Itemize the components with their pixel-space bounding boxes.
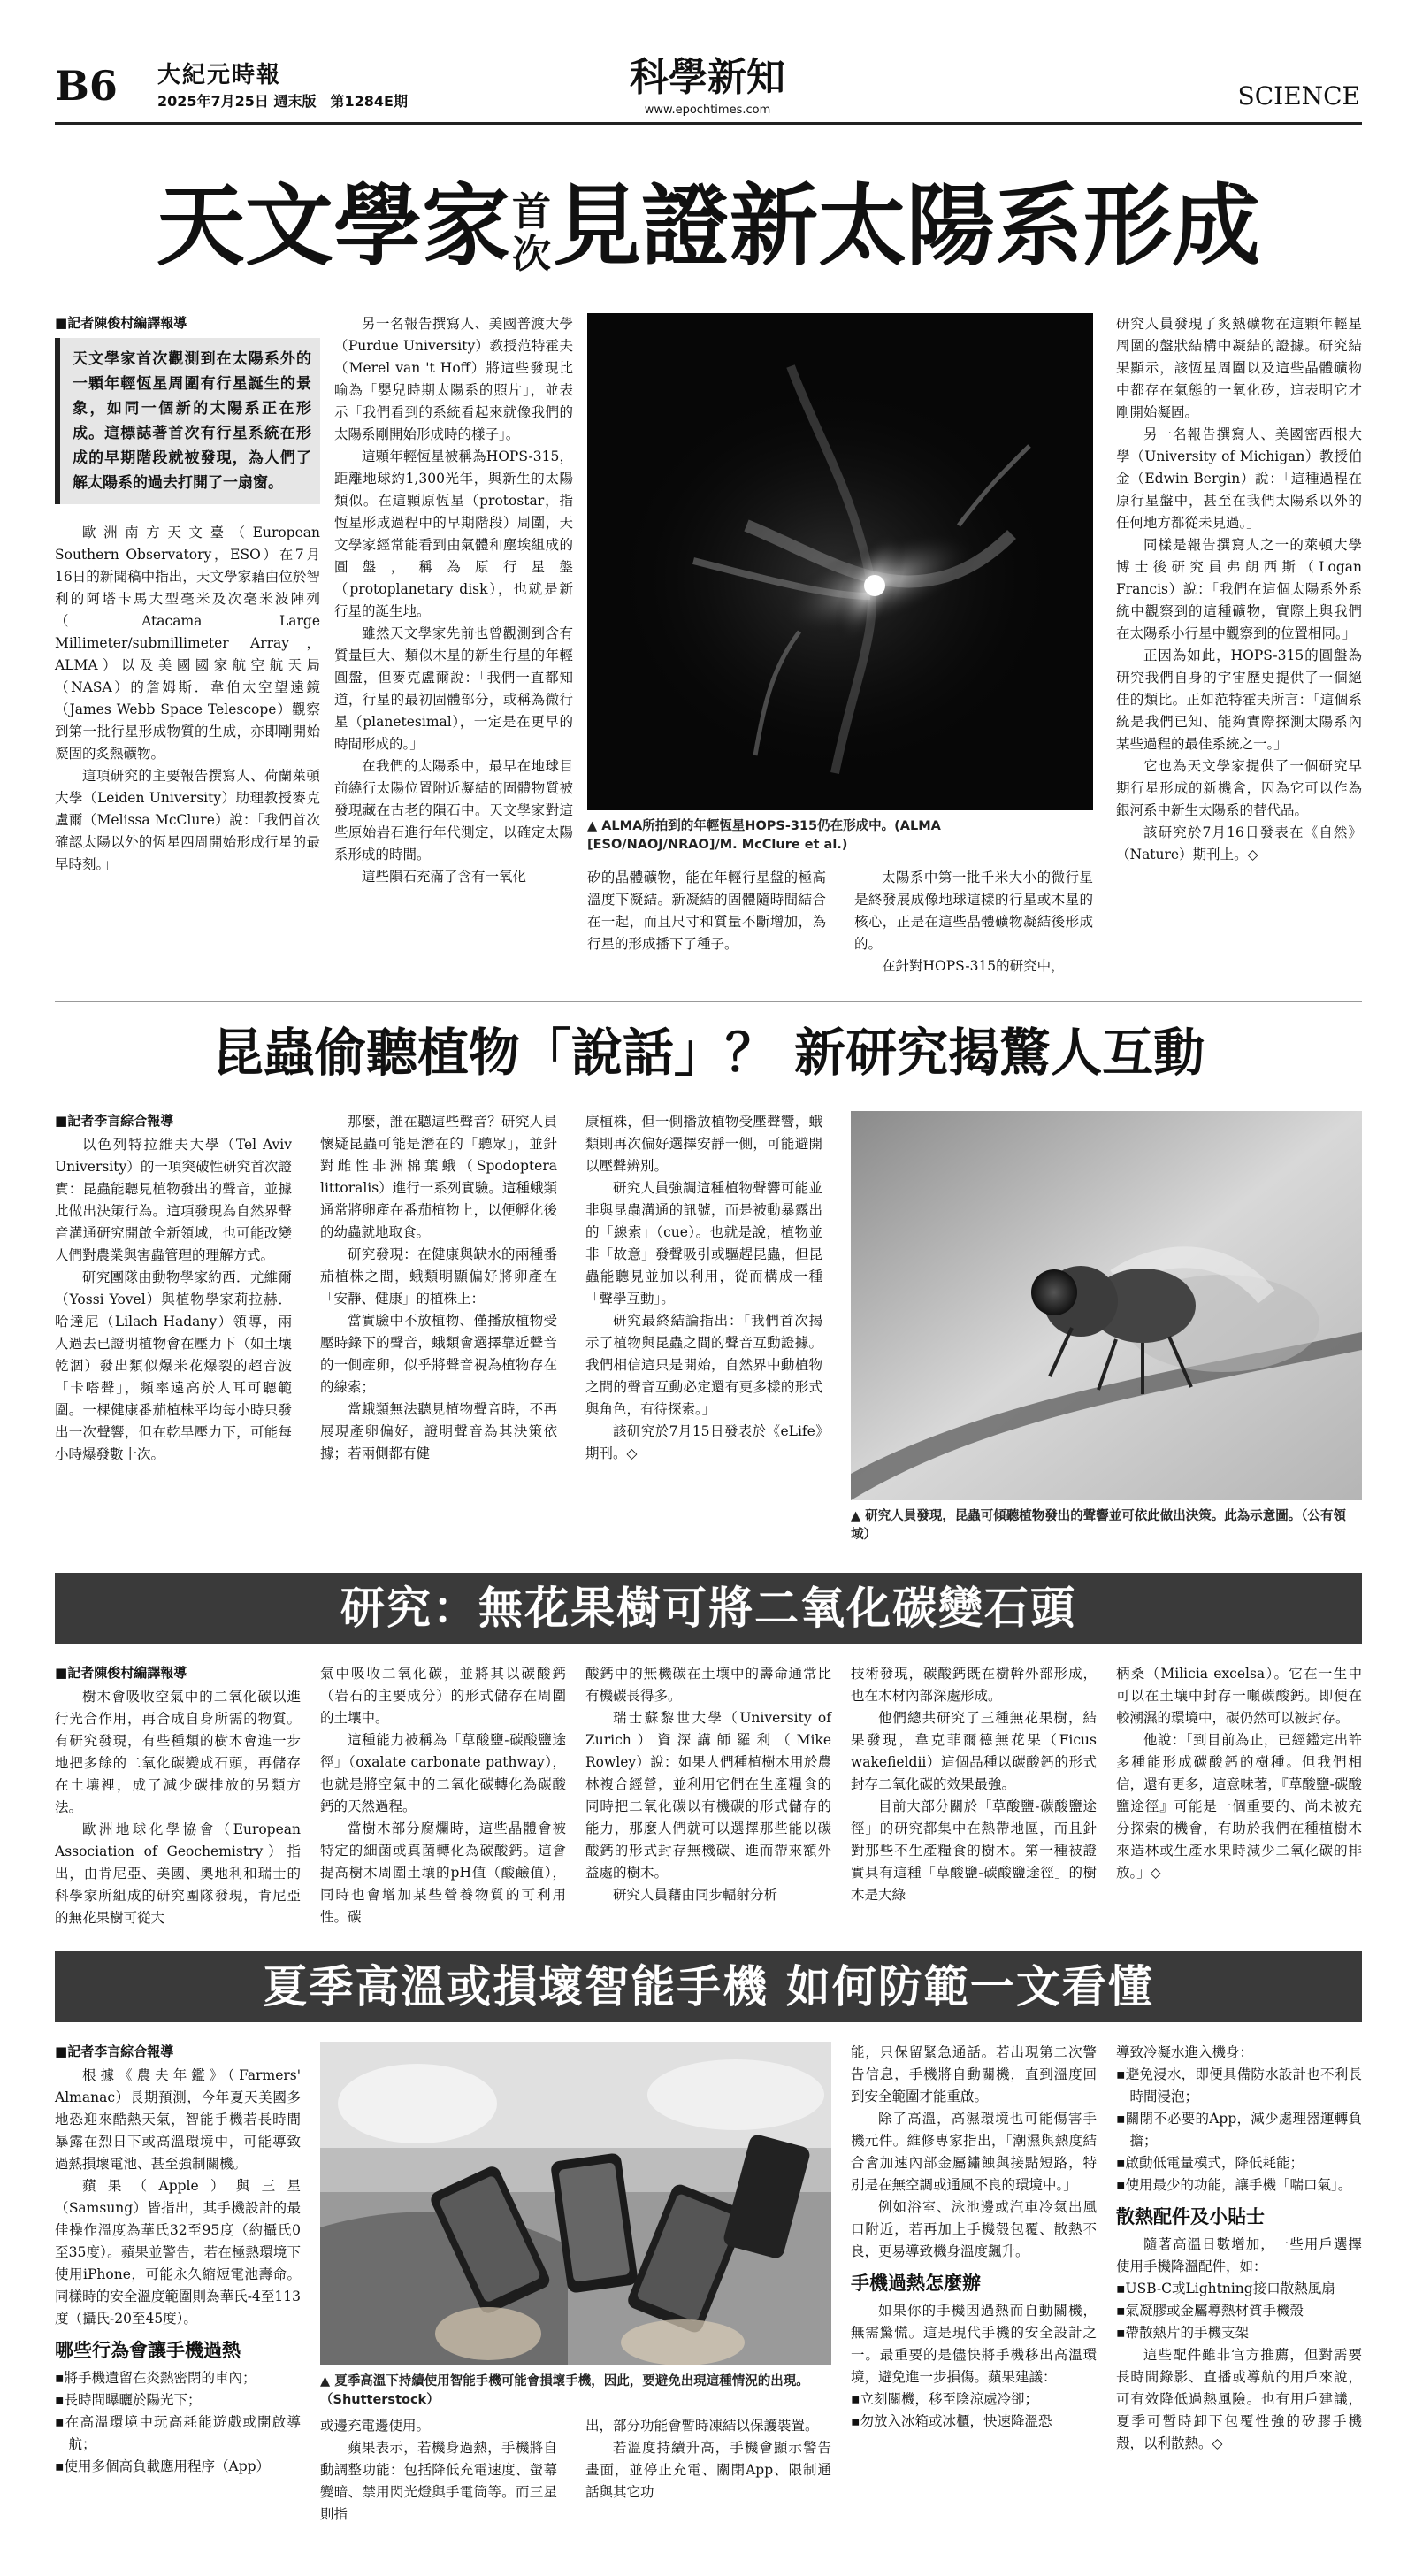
list-item: ▪ 立刻關機，移至陰涼處冷卻； — [851, 2388, 1097, 2411]
list-item: ▪ 將手機遺留在炎熱密閉的車內； — [55, 2367, 301, 2389]
paragraph: 那麼，誰在聽這些聲音？研究人員懷疑昆蟲可能是潛在的「聽眾」，並針對雌性非洲棉葉蛾（Spodoptera littoralis）進行一系列實驗。這種蛾類通常將卵產在番茄植物上，以便孵化後的幼蟲就地取食。 — [320, 1114, 557, 1240]
lede-text: 天文學家首次觀測到在太陽系外的一顆年輕恆星周圍有行星誕生的景象，如同一個新的太陽系正在形成。這標誌著首次有行星系統在形成的早期階段就被發現，為人們了解太陽系的過去打開了一扇窗。 — [73, 350, 311, 492]
paragraph: 研究團隊由動物學家約西．尤維爾（Yossi Yovel）與植物學家莉拉赫．哈達尼（Lilach Hadany）領導，兩人過去已證明植物會在壓力下（如土壤乾涸）發出類似爆米花爆裂的超音波「卡嗒聲」，頻率遠高於人耳可聽範圍。一棵健康番茄植株平均每小時只發出一次聲響，但在乾旱壓力下，可能每小時爆發數十次。 — [55, 1269, 292, 1462]
article3-col3 — [585, 1663, 831, 1906]
bullet-list — [851, 2388, 1097, 2433]
article2-col2 — [320, 1111, 557, 1465]
headline-small — [510, 191, 553, 276]
paragraph: 例如浴室、泳池邊或汽車冷氣出風口附近，若再加上手機殼包覆、散熱不良，更易導致機身溫度飆升。 — [851, 2199, 1097, 2259]
article2-col1 — [55, 1111, 292, 1466]
paragraph: 研究人員發現了炙熱礦物在這顆年輕星周圍的盤狀結構中凝結的證據。研究結果顯示，該恆星周圍以及這些晶體礦物中都存在氣態的一氧化矽，這表明它才剛開始凝固。 — [1116, 316, 1362, 420]
paragraph: 當蛾類無法聽見植物聲音時，不再展現產卵偏好，證明聲音為其決策依據；若兩側都有健 — [320, 1401, 557, 1461]
list-item: ▪ 帶散熱片的手機支架 — [1116, 2322, 1362, 2344]
headline-part-b: 見證新太陽系形成 — [553, 173, 1260, 278]
paragraph: 雖然天文學家先前也曾觀測到含有質量巨大、類似木星的新生行星的年輕圓盤，但麥克盧爾說：「我們一直都知道，行星的最初固體部分，或稱為微行星（planetesimal），一定是在更早的時間形成的。」 — [334, 625, 573, 752]
masthead-rule — [55, 122, 1362, 125]
paragraph: 目前大部分關於「草酸鹽-碳酸鹽途徑」的研究都集中在熱帶地區，而且針對那些不生產糧食的樹木。第一種被證實具有這種「草酸鹽-碳酸鹽途徑」的樹木是大綠 — [851, 1798, 1097, 1903]
paragraph: 氣中吸收二氧化碳，並將其以碳酸鈣（岩石的主要成分）的形式儲存在周圍的土壤中。 — [320, 1666, 566, 1726]
paragraph: 研究發現：在健康與缺水的兩種番茄植株之間，蛾類明顯偏好將卵產在「安靜、健康」的植株上： — [320, 1246, 557, 1307]
paragraph: 這顆年輕恆星被稱為HOPS-315，距離地球約1,300光年，與新生的太陽類似。在這顆原恆星（protostar，指恆星形成過程中的早期階段）周圍，天文學家經常能看到由氣體和塵埃組成的圓盤，稱為原行星盤（protoplanetary disk），也就是新行星的誕生地。 — [334, 448, 573, 619]
paragraph: 出，部分功能會暫時凍結以保護裝置。 — [585, 2418, 819, 2434]
phones-image — [320, 2042, 831, 2365]
paragraph: 酸鈣中的無機碳在土壤中的壽命通常比有機碳長得多。 — [585, 1666, 831, 1704]
article4-col1 — [55, 2042, 301, 2478]
lede-box — [55, 338, 320, 504]
list-item: ▪ 關閉不必要的App，減少處理器運轉負擔； — [1116, 2108, 1362, 2152]
byline: ■ 記者陳俊村編譯報導 — [55, 1663, 301, 1683]
paragraph: 這種能力被稱為「草酸鹽-碳酸鹽途徑」（oxalate carbonate pathway），也就是將空氣中的二氧化碳轉化為碳酸鈣的天然過程。 — [320, 1732, 566, 1814]
paragraph: 根據《農夫年鑑》（Farmers' Almanac）長期預測，今年夏天美國多地恐迎來酷熱天氣，智能手機若長時間暴露在烈日下或高溫環境中，可能導致過熱損壞電池、甚至強制關機。 — [55, 2067, 301, 2172]
paragraph: 另一名報告撰寫人、美國密西根大學（University of Michigan）教授伯金（Edwin Bergin）說：「這種過程在原行星盤中，甚至在我們太陽系以外的任何地方都從未見過。」 — [1116, 426, 1362, 531]
article1-under-photo-col1 — [587, 867, 826, 955]
divider — [55, 1001, 1362, 1002]
list-item: ▪ 在高溫環境中玩高耗能遊戲或開啟導航； — [55, 2411, 301, 2456]
bullet-list — [1116, 2278, 1362, 2344]
article1-col5 — [1116, 313, 1362, 866]
headline-small-1: 首 — [512, 189, 551, 235]
paper-name: 大紀元時報 — [157, 62, 282, 88]
photo-insect — [851, 1111, 1362, 1500]
paragraph: 矽的晶體礦物，能在年輕行星盤的極高溫度下凝結。新凝結的固體隨時間結合在一起，而且尺寸和質量不斷增加，為行星的形成播下了種子。 — [587, 870, 826, 952]
paragraph: 歐洲南方天文臺（European Southern Observatory，ESO）在7月16日的新聞稿中指出，天文學家藉由位於智利的阿塔卡馬大型毫米及次毫米波陣列（Atacama Large Millimeter/submillimeter Array，ALMA）以及美國國家航空航天局（NASA）的詹姆斯．韋伯太空望遠鏡（James Webb Space Telescope）觀察到第一批行星形成物質的生成，亦即剛開始凝固的炙熱礦物。 — [55, 525, 320, 762]
paragraph: 蘋果表示，若機身過熱，手機將自動調整功能：包括降低充電速度、螢幕變暗、禁用閃光燈與手電筒等。而三星則指 — [320, 2440, 557, 2522]
list-item: ▪ 長時間曝曬於陽光下； — [55, 2389, 301, 2411]
byline: ■ 記者陳俊村編譯報導 — [55, 313, 320, 333]
byline: ■ 記者李言綜合報導 — [55, 1111, 292, 1131]
list-item: ▪ 避免浸水，即便具備防水設計也不利長時間浸泡； — [1116, 2064, 1362, 2108]
list-item: ▪ 啟動低電量模式，降低耗能； — [1116, 2152, 1362, 2174]
article4-col4 — [1116, 2042, 1362, 2455]
paragraph: 太陽系中第一批千米大小的微行星是終發展成像地球這樣的行星或木星的核心，正是在這些晶體礦物凝結後形成的。 — [854, 870, 1093, 952]
paragraph: 隨著高溫日數增加，一些用戶選擇使用手機降溫配件，如： — [1116, 2236, 1362, 2274]
article3-col5 — [1116, 1663, 1362, 1884]
article3-col4 — [851, 1663, 1097, 1906]
bullet-list — [1116, 2064, 1362, 2196]
paragraph: 歐洲地球化學協會（European Association of Geochemistry）指出，由肯尼亞、美國、奧地利和瑞士的科學家所組成的研究團隊發現，肯尼亞的無花果樹可從大 — [55, 1821, 301, 1926]
paragraph: 同樣是報告撰寫人之一的萊頓大學博士後研究員弗朗西斯（Logan Francis）說：「我們在這個太陽系外系統中觀察到的這種礦物，實際上與我們在太陽系小行星中觀察到的位置相同。」 — [1116, 537, 1362, 641]
article3-col1 — [55, 1663, 301, 1929]
paragraph: 研究最終結論指出：「我們首次揭示了植物與昆蟲之間的聲音互動證據。我們相信這只是開始，自然界中動植物之間的聲音互動必定還有更多樣的形式與角色，有待探索。」 — [585, 1313, 822, 1417]
paragraph: 樹木會吸收空氣中的二氧化碳以進行光合作用，再合成自身所需的物質。有研究發現，有些種類的樹木會進一步地把多餘的二氧化碳變成石頭，再儲存在土壤裡，成了減少碳排放的另類方法。 — [55, 1689, 301, 1815]
article2-col3 — [585, 1111, 822, 1465]
paragraph: 如果你的手機因過熱而自動關機，無需驚慌。這是現代手機的安全設計之一。最重要的是儘快將手機移出高溫環境，避免進一步損傷。蘋果建議： — [851, 2303, 1097, 2385]
paragraph: 該研究於7月15日發表於《eLife》期刊。◇ — [585, 1423, 822, 1461]
paragraph: 或邊充電邊使用。 — [320, 2418, 431, 2434]
site-url[interactable]: www.epochtimes.com — [644, 104, 771, 117]
page-number: B6 — [55, 62, 118, 110]
article3-col2 — [320, 1663, 566, 1928]
paragraph: 導致冷凝水進入機身： — [1116, 2044, 1254, 2060]
subheading: 手機過熱怎麼辦 — [851, 2273, 981, 2294]
paragraph: 能，只保留緊急通話。若出現第二次警告信息，手機將自動關機，直到溫度回到安全範圍才能重啟。 — [851, 2044, 1097, 2104]
list-item: ▪ 勿放入冰箱或冰櫃，快速降溫恐 — [851, 2411, 1097, 2433]
list-item: ▪ 使用最少的功能，讓手機「喘口氣」。 — [1116, 2174, 1362, 2196]
paragraph: 除了高溫，高濕環境也可能傷害手機元件。維修專家指出，「潮濕與熱度結合會加速內部金屬鏽蝕與接點短路，特別是在無空調或通風不良的環境中。」 — [851, 2111, 1097, 2193]
section-title: 科學新知 — [630, 55, 785, 100]
photo-caption-article1: ▲ ALMA所拍到的年輕恆星HOPS-315仍在形成中。(ALMA [ESO/NAOJ/NRAO]/M. McClure et al.) — [587, 819, 941, 852]
paragraph: 正因為如此，HOPS-315的圓盤為研究我們自身的宇宙歷史提供了一個絕佳的類比。正如范特霍夫所言：「這個系統是我們已知、能夠實際探測太陽系內某些過程的最佳系統之一。」 — [1116, 648, 1362, 752]
paragraph: 當樹木部分腐爛時，這些晶體會被特定的細菌或真菌轉化為碳酸鈣。這會提高樹木周圍土壤的pH值（酸鹼值），同時也會增加某些營養物質的可利用性。碳 — [320, 1821, 566, 1925]
headline-article3: 研究：無花果樹可將二氧化碳變石頭 — [55, 1573, 1362, 1644]
paragraph: 技術發現，碳酸鈣既在樹幹外部形成，也在木材內部深處形成。 — [851, 1666, 1097, 1704]
photo-caption-article4: ▲ 夏季高溫下持續使用智能手機可能會損壞手機，因此，要避免出現這種情況的出現。（Shutterstock） — [320, 2374, 809, 2407]
article1-col1 — [55, 313, 320, 876]
paragraph: 研究人員強調這種植物聲響可能並非與昆蟲溝通的訊號，而是被動暴露出的「線索」（cue）。也就是說，植物並非「故意」發聲吸引或驅趕昆蟲，但昆蟲能聽見並加以利用，從而構成一種「聲學互動」。 — [585, 1180, 822, 1307]
paragraph: 他們總共研究了三種無花果樹，結果發現，韋克菲爾德無花果（Ficus wakefieldii）這個品種以碳酸鈣的形式封存二氧化碳的效果最強。 — [851, 1710, 1097, 1792]
headline-part-a: 天文學家 — [157, 173, 510, 278]
paragraph: 康植株，但一側播放植物受壓聲響，蛾類則再次偏好選擇安靜一側，可能避開以壓聲辨別。 — [585, 1114, 822, 1174]
headline-article1 — [55, 159, 1362, 292]
paragraph: 它也為天文學家提供了一個研究早期行星形成的新機會，因為它可以作為銀河系中新生太陽系的替代品。 — [1116, 758, 1362, 818]
paragraph: 另一名報告撰寫人、美國普渡大學（Purdue University）教授范特霍夫（Merel van 't Hoff）將這些發現比喻為「嬰兒時期太陽系的照片」，並表示「我們看到的系統看起來就像我們的太陽系剛開始形成時的樣子」。 — [334, 316, 573, 442]
headline-small-2: 次 — [512, 232, 551, 278]
paragraph: 當實驗中不放植物、僅播放植物受壓時錄下的聲音，蛾類會選擇靠近聲音的一側產卵，似乎將聲音視為植物存在的線索； — [320, 1313, 557, 1395]
subheading: 哪些行為會讓手機過熱 — [55, 2340, 241, 2361]
paragraph: 在針對HOPS-315的研究中， — [882, 958, 1065, 974]
bullet-list — [55, 2367, 301, 2478]
photo-hops315 — [587, 313, 1093, 810]
protostar-image — [587, 313, 1093, 810]
paragraph: 他說：「到目前為止，已經鑑定出許多種能形成碳酸鈣的樹種。但我們相信，還有更多，這意味著，『草酸鹽-碳酸鹽途徑』可能是一個重要的、尚未被充分探索的機會，有助於我們在種植樹木來造林或生產水果時減少二氧化碳的排放。」◇ — [1116, 1732, 1362, 1881]
list-item: ▪ 氣凝膠或金屬導熱材質手機殼 — [1116, 2300, 1362, 2322]
issue-info: 2025年7月25日 週末版 第1284E期 — [157, 93, 408, 110]
article4-col3 — [851, 2042, 1097, 2433]
section-en: SCIENCE — [1237, 81, 1360, 111]
article4-under-photo-col2 — [585, 2415, 831, 2503]
paragraph: 若溫度持續升高，手機會顯示警告畫面，並停止充電、關閉App、限制通話與其它功 — [585, 2440, 831, 2500]
paragraph: 柄桑（Milicia excelsa）。它在一生中可以在土壤中封存一噸碳酸鈣。即便在較潮濕的環境中，碳仍然可以被封存。 — [1116, 1666, 1362, 1726]
paragraph: 這些隕石充滿了含有一氧化 — [362, 869, 527, 885]
article1-col2 — [334, 313, 573, 888]
photo-smartphones — [320, 2042, 831, 2365]
list-item: ▪ 使用多個高負載應用程序（App） — [55, 2456, 301, 2478]
paragraph: 蘋果（Apple）與三星（Samsung）皆指出，其手機設計的最佳操作溫度為華氏32至95度（約攝氏0至35度）。蘋果並警告，若在極熱環境下使用iPhone，可能永久縮短電池壽命。同樣時的安全溫度範圍則為華氏-4至113度（攝氏-20至45度）。 — [55, 2178, 301, 2327]
paragraph: 以色列特拉維夫大學（Tel Aviv University）的一項突破性研究首次證實：昆蟲能聽見植物發出的聲音，並據此做出決策行為。這項發現為自然界聲音溝通研究開啟全新領域，也可能改變人們對農業與害蟲管理的理解方式。 — [55, 1137, 292, 1263]
paragraph: 該研究於7月16日發表在《自然》（Nature）期刊上。◇ — [1116, 824, 1362, 862]
headline-article2: 昆蟲偷聽植物「說話」？ 新研究揭驚人互動 — [211, 1023, 1205, 1083]
subheading: 散熱配件及小貼士 — [1116, 2206, 1265, 2227]
article1-under-photo-col2 — [854, 867, 1093, 978]
byline: ■ 記者李言綜合報導 — [55, 2042, 301, 2061]
photo-caption-article2: ▲ 研究人員發現，昆蟲可傾聽植物發出的聲響並可依此做出決策。此為示意圖。（公有領域） — [851, 1509, 1346, 1542]
paragraph: 在我們的太陽系中，最早在地球目前繞行太陽位置附近凝結的固體物質被發現藏在古老的隕石中。天文學家對這些原始岩石進行年代測定，以確定太陽系形成的時間。 — [334, 758, 573, 862]
paragraph: 瑞士蘇黎世大學（University of Zurich）資深講師羅利（Mike Rowley）說：如果人們種植樹木用於農林複合經營，並利用它們在生產糧食的同時把二氧化碳以有機碳的形式儲存的能力，那麼人們就可以選擇那些能以碳酸鈣的形式封存無機碳、進而帶來額外益處的樹木。 — [585, 1710, 831, 1881]
list-item: ▪ USB-C或Lightning接口散熱風扇 — [1116, 2278, 1362, 2300]
fruit-fly-image — [851, 1111, 1362, 1500]
article4-under-photo-col1 — [320, 2415, 557, 2526]
paragraph: 這項研究的主要報告撰寫人、荷蘭萊頓大學（Leiden University）助理教授麥克盧爾（Melissa McClure）說：「我們首次確認太陽以外的恆星四周開始形成行星的最早時刻。」 — [55, 768, 320, 872]
paragraph: 這些配件雖非官方推薦，但對需要長時間錄影、直播或導航的用戶來說，可有效降低過熱風險。也有用戶建議，夏季可暫時卸下包覆性強的矽膠手機殼，以利散熱。◇ — [1116, 2347, 1362, 2451]
paragraph: 研究人員藉由同步輻射分析 — [613, 1887, 778, 1903]
headline-article4: 夏季高溫或損壞智能手機 如何防範一文看懂 — [55, 1951, 1362, 2022]
